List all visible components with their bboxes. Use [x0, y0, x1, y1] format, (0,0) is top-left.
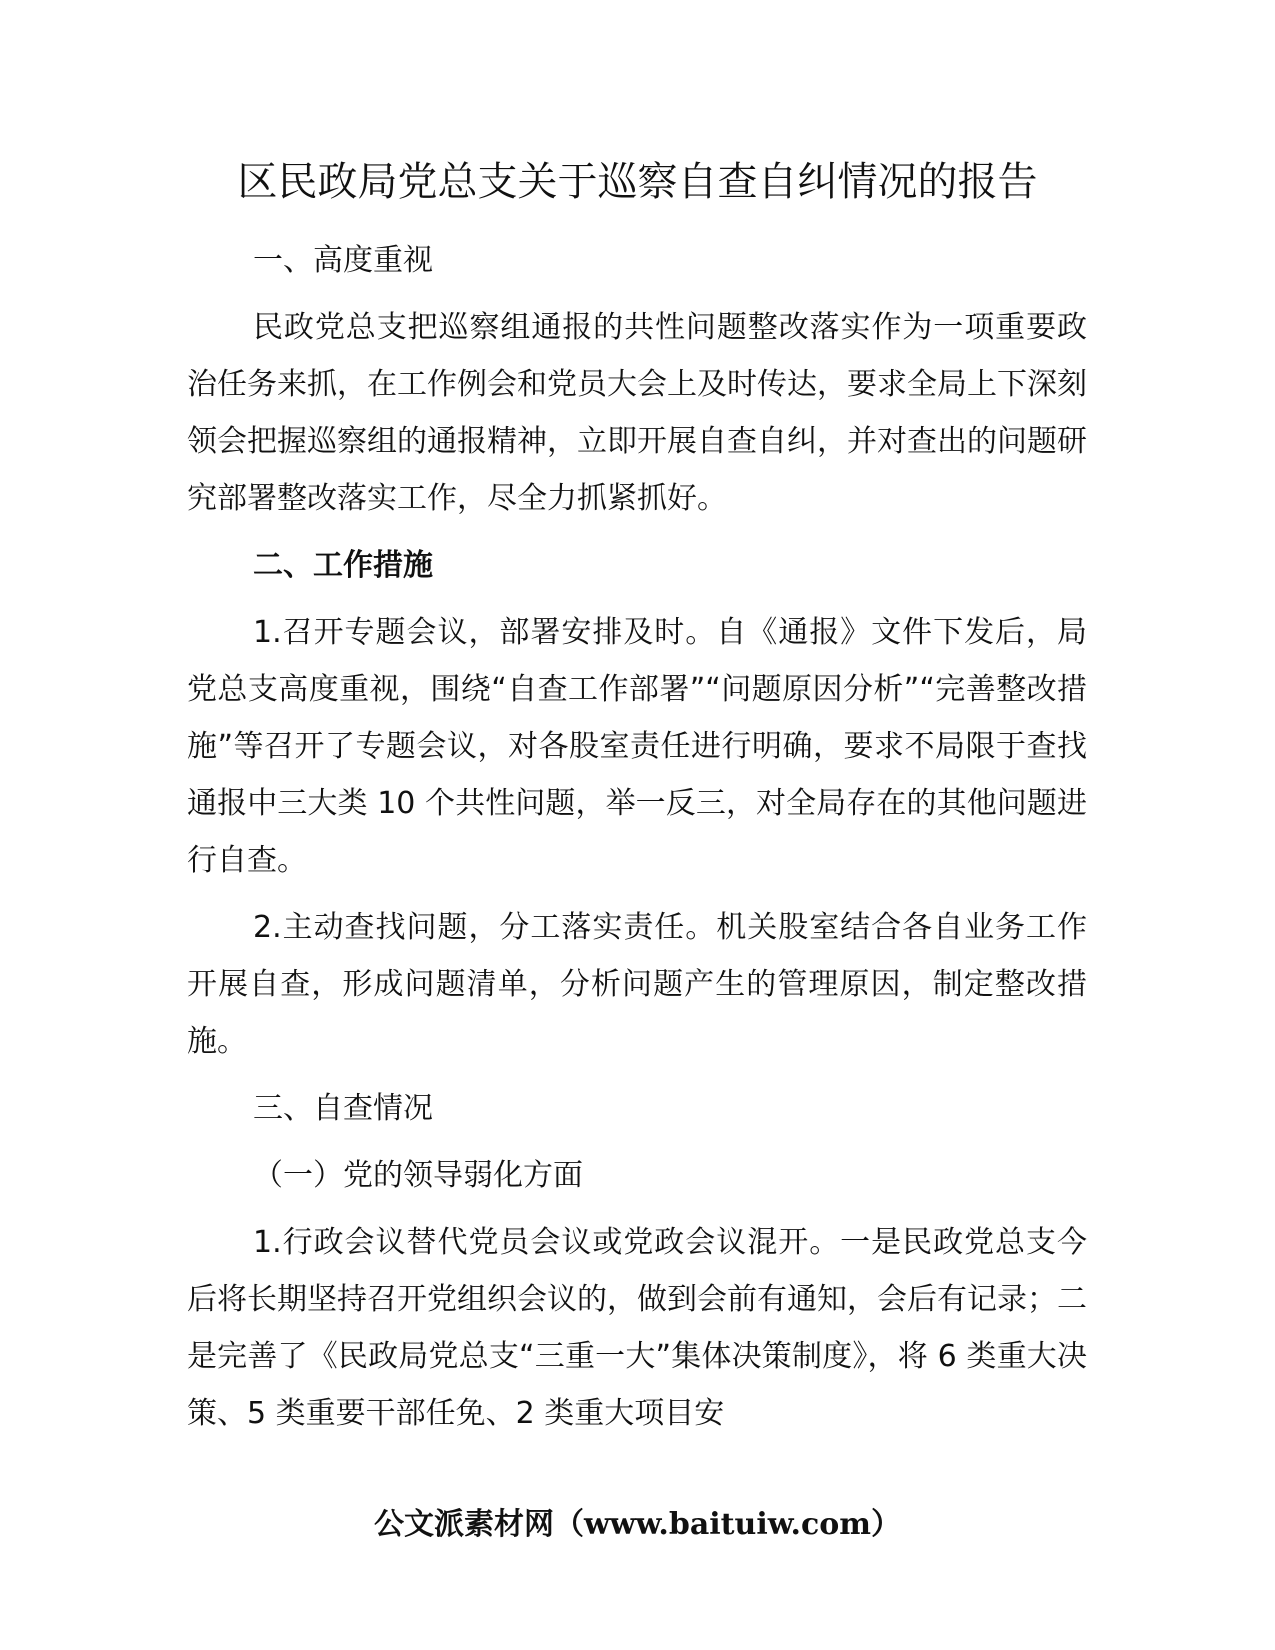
footer-watermark: 公文派素材网（www.baituiw.com）: [373, 1507, 902, 1542]
section-heading-3: 三、自查情况: [253, 1091, 433, 1126]
paragraph-4: 1.行政会议替代党员会议或党政会议混开。一是民政党总支今后将长期坚持召开党组织会议的，做到会前有通知，会后有记录；二是完善了《民政局党总支“三重一大”集体决策制度》，将 6 类重大决策、5 类重要干部任免、2 类重大项目安: [187, 1225, 1087, 1431]
document-title: 区民政局党总支关于巡察自查自纠情况的报告: [237, 159, 1038, 205]
document-body: [187, 232, 1087, 1452]
paragraph-2: 1.召开专题会议，部署安排及时。自《通报》文件下发后，局党总支高度重视，围绕“自查工作部署”“问题原因分析”“完善整改措施”等召开了专题会议，对各股室责任进行明确，要求不局限于查找通报中三大类 10 个共性问题，举一反三，对全局存在的其他问题进行自查。: [187, 615, 1087, 878]
paragraph-3: 2.主动查找问题，分工落实责任。机关股室结合各自业务工作开展自查，形成问题清单，分析问题产生的管理原因，制定整改措施。: [187, 910, 1087, 1059]
section-heading-1: 一、高度重视: [253, 243, 433, 278]
paragraph-1: 民政党总支把巡察组通报的共性问题整改落实作为一项重要政治任务来抓，在工作例会和党员大会上及时传达，要求全局上下深刻领会把握巡察组的通报精神，立即开展自查自纠，并对查出的问题研究部署整改落实工作，尽全力抓紧抓好。: [187, 310, 1087, 516]
section-heading-2: 二、工作措施: [253, 548, 433, 583]
subsection-heading-1: （一）党的领导弱化方面: [253, 1158, 583, 1193]
